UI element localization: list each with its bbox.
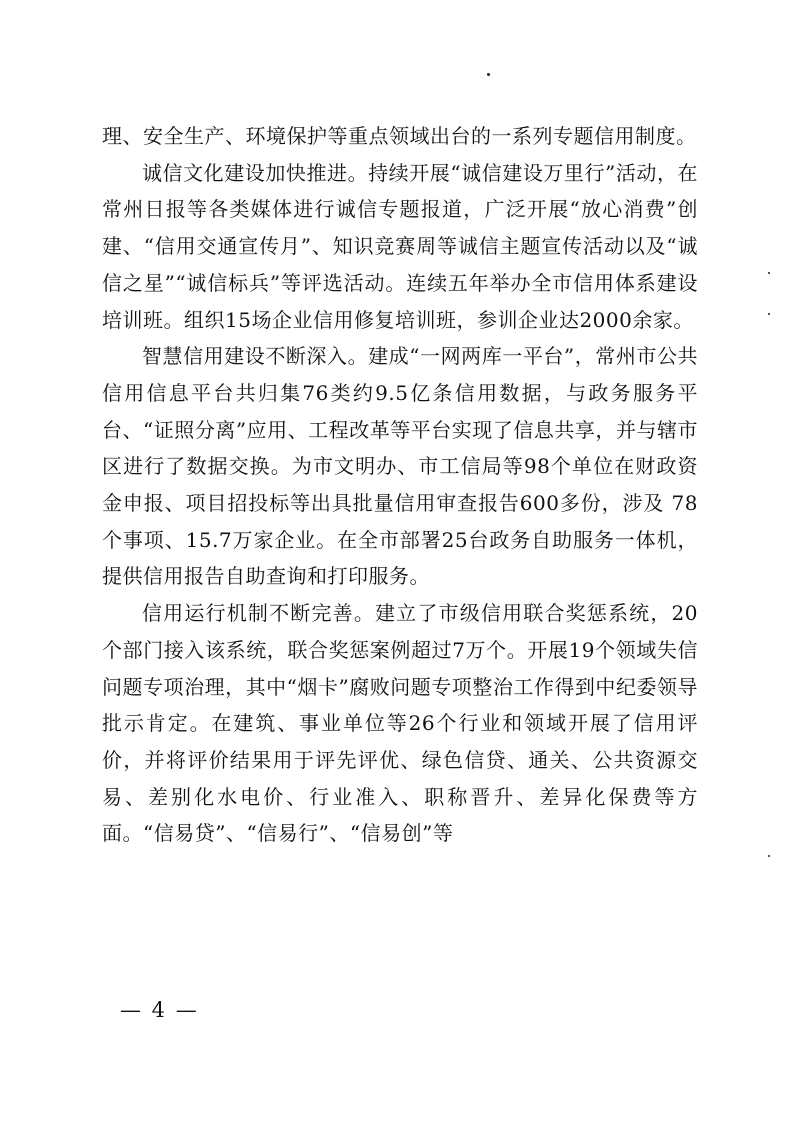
scan-speck: [768, 272, 770, 274]
body-text: [102, 118, 698, 852]
scan-speck: [768, 855, 770, 857]
paragraph-credit-mechanism: 信用运行机制不断完善。建立了市级信用联合奖惩系统，20个部门接入该系统，联合奖惩案例超过7万个。开展19个领域失信问题专项治理，其中“烟卡”腐败问题专项整治工作得到中纪委领导批示肯定。在建筑、事业单位等26个行业和领域开展了信用评价，并将评价结果用于评先评优、绿色信贷、通关、公共资源交易、差别化水电价、行业准入、职称晋升、差异化保费等方面。“信易贷”、“信易行”、“信易创”等: [102, 601, 698, 846]
scan-speck: [768, 313, 770, 315]
paragraph-smart-credit: 智慧信用建设不断深入。建成“一网两库一平台”，常州市公共信用信息平台共归集76类约9.5亿条信用数据，与政务服务平台、“证照分离”应用、工程改革等平台实现了信息共享，并与辖市区进行了数据交换。为市文明办、市工信局等98个单位在财政资金申报、项目招投标等出具批量信用审查报告600多份，涉及 78个事项、15.7万家企业。在全市部署25台政务自助服务一体机，提供信用报告自助查询和打印服务。: [102, 344, 698, 589]
scan-speck: [487, 73, 490, 76]
page-number: — 4 —: [120, 998, 199, 1022]
paragraph-integrity-culture: 诚信文化建设加快推进。持续开展“诚信建设万里行”活动，在常州日报等各类媒体进行诚信专题报道，广泛开展“放心消费”创建、“信用交通宣传月”、知识竞赛周等诚信主题宣传活动以及“诚信之星”“诚信标兵”等评选活动。连续五年举办全市信用体系建设培训班。组织15场企业信用修复培训班，参训企业达2000余家。: [102, 160, 698, 332]
paragraph-continuation: 理、安全生产、环境保护等重点领域出台的一系列专题信用制度。: [102, 124, 697, 148]
